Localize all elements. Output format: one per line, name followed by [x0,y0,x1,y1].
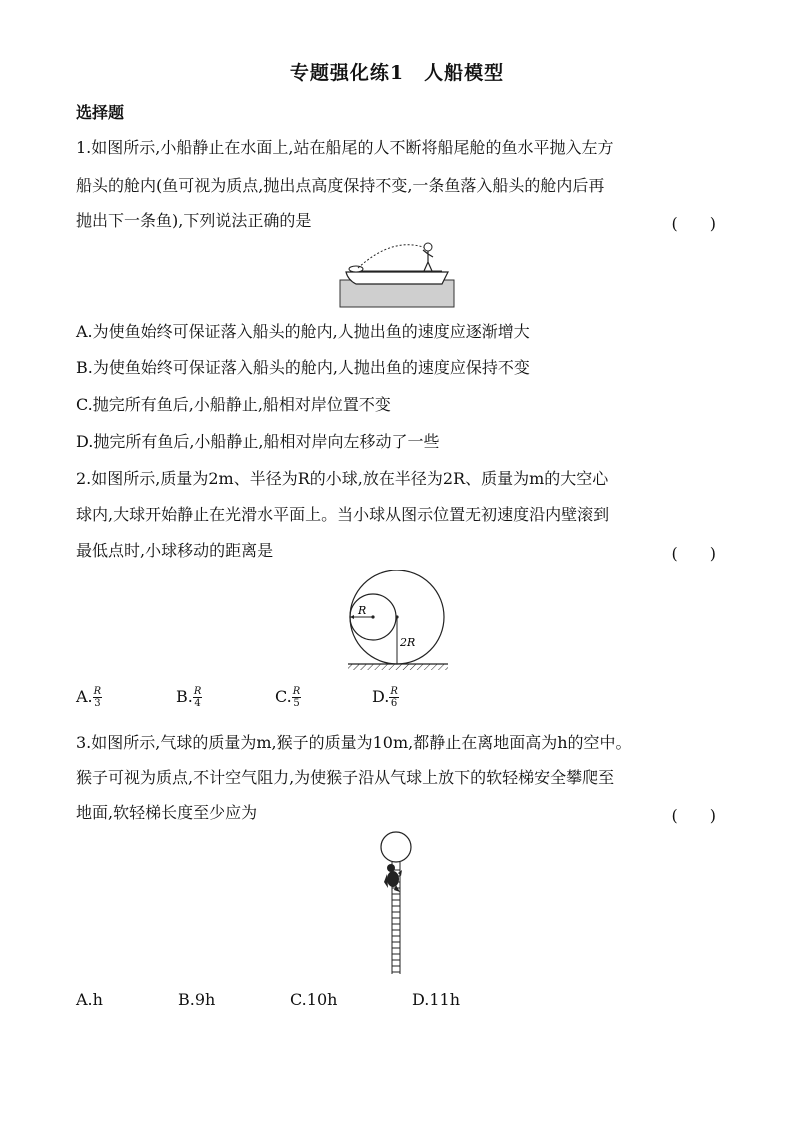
q2-sphere-figure [340,570,452,675]
q2-line-1: 2.如图所示,质量为2m、半径为R的小球,放在半径为2R、质量为m的大空心 [76,469,609,488]
q2-option-a: A. $\frac{R}{3}$ [76,686,102,709]
page-title: 专题强化练1 人船模型 [289,62,505,84]
q3-option-b: B.9h [178,990,216,1009]
q2-option-b: B. $\frac{R}{4}$ [176,686,202,709]
q3-option-c: C.10h [290,990,338,1009]
q1-line-1: 1.如图所示,小船静止在水面上,站在船尾的人不断将船尾舱的鱼水平抛入左方 [76,138,614,157]
q2-answer-paren: ( ) [671,544,716,563]
q3-line-2: 猴子可视为质点,不计空气阻力,为使猴子沿从气球上放下的软轻梯安全攀爬至 [76,768,615,787]
q3-option-d: D.11h [412,990,461,1009]
q1-boat-figure [338,238,456,308]
q3-balloon-figure [374,830,420,978]
q1-answer-paren: ( ) [671,214,716,233]
person-head [424,243,432,251]
q2-line-2: 球内,大球开始静止在光滑水平面上。当小球从图示位置无初速度沿内壁滚到 [76,505,610,524]
person-icon [423,250,433,271]
big-radius-label: 2R [400,636,416,649]
q3-option-a: A.h [76,990,103,1009]
ground-hatch [348,664,448,670]
q1-option-c: C.抛完所有鱼后,小船静止,船相对岸位置不变 [76,395,391,414]
q3-line-3: 地面,软轻梯长度至少应为 [76,803,258,822]
q1-option-d: D.抛完所有鱼后,小船静止,船相对岸向左移动了一些 [76,432,440,451]
balloon-icon [381,832,411,862]
fish-icon [349,266,363,272]
q1-line-3: 抛出下一条鱼),下列说法正确的是 [76,211,312,230]
q2-line-3: 最低点时,小球移动的距离是 [76,541,274,560]
small-radius-label: R [358,604,367,617]
q1-line-2: 船头的舱内(鱼可视为质点,抛出点高度保持不变,一条鱼落入船头的舱内后再 [76,176,605,195]
q3-line-1: 3.如图所示,气球的质量为m,猴子的质量为10m,都静止在离地面高为h的空中。 [76,733,632,752]
q2-option-d: D. $\frac{R}{6}$ [372,686,398,709]
q1-option-a: A.为使鱼始终可保证落入船头的舱内,人抛出鱼的速度应逐渐增大 [76,322,530,341]
q3-answer-paren: ( ) [671,806,716,825]
q1-option-b: B.为使鱼始终可保证落入船头的舱内,人抛出鱼的速度应保持不变 [76,358,530,377]
boat-hull [346,272,448,284]
q2-option-c: C. $\frac{R}{5}$ [275,686,301,709]
section-heading: 选择题 [76,103,125,122]
fish-trajectory [358,245,426,268]
